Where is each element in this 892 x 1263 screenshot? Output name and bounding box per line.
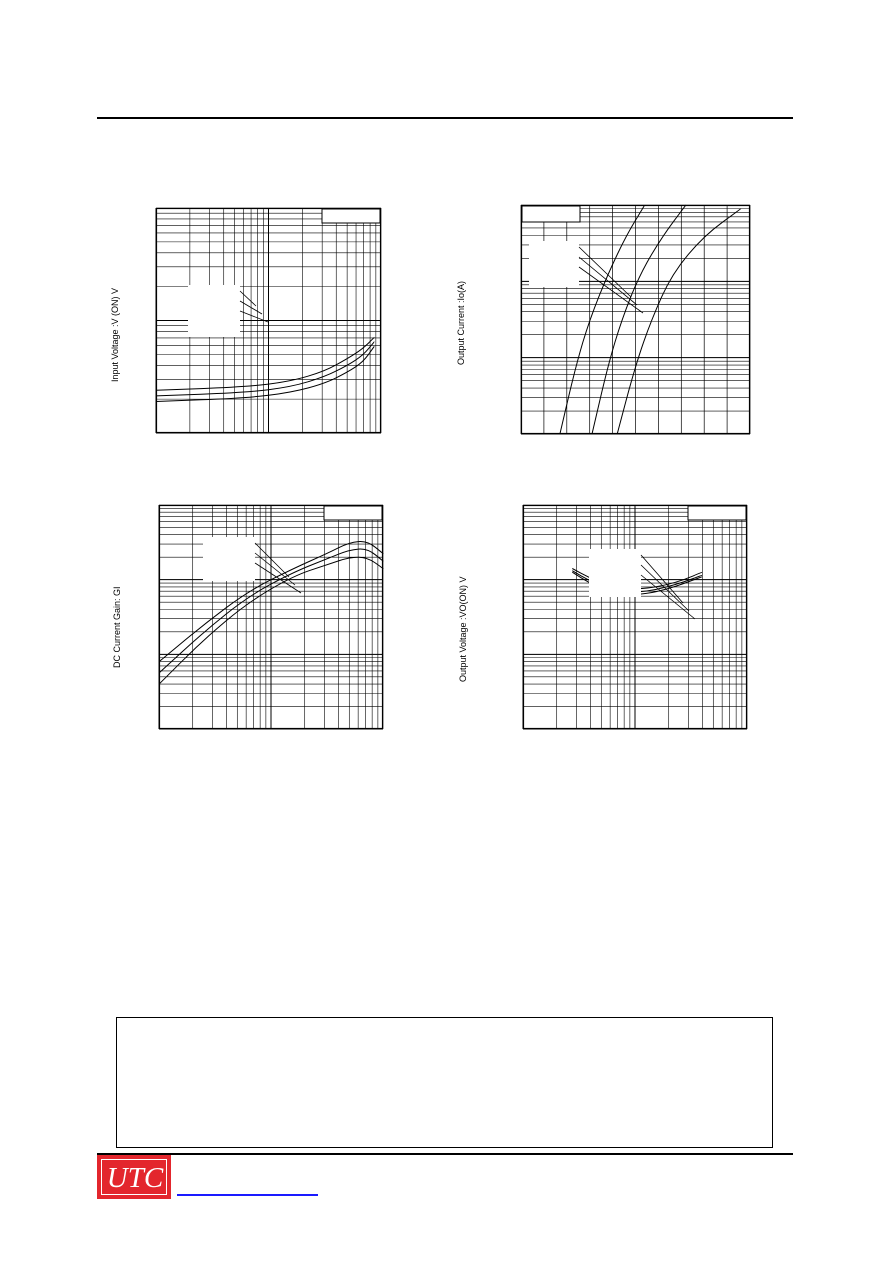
series-line-2 bbox=[592, 205, 686, 434]
utc-logo-text: UTC bbox=[106, 1162, 164, 1194]
chart-svg bbox=[521, 205, 750, 434]
series-line-2 bbox=[156, 342, 374, 396]
callout-leader-line bbox=[641, 575, 695, 619]
callout-label-box bbox=[203, 537, 255, 581]
callout-leader-line bbox=[579, 247, 631, 297]
callout-leader-line bbox=[641, 555, 683, 603]
legend-box bbox=[522, 206, 580, 222]
chart-svg bbox=[159, 505, 383, 729]
header-rule bbox=[97, 117, 793, 119]
grid bbox=[523, 505, 747, 729]
chart-4-ylabel: Output Voltage :VO(ON) V bbox=[458, 576, 468, 682]
website-link-underline[interactable] bbox=[177, 1194, 318, 1196]
legend-box bbox=[688, 506, 746, 520]
callout-label-box bbox=[188, 285, 240, 337]
chart-dc-current-gain bbox=[159, 505, 383, 729]
chart-svg bbox=[156, 208, 381, 433]
chart-1-ylabel: Input Voltage :V (ON) V bbox=[110, 287, 120, 382]
legend-box bbox=[322, 209, 380, 223]
notice-box bbox=[116, 1017, 773, 1148]
footer-rule bbox=[97, 1153, 793, 1155]
utc-logo bbox=[97, 1155, 171, 1199]
chart-svg bbox=[523, 505, 747, 729]
callout-label-box bbox=[589, 549, 641, 597]
chart-2-ylabel: Output Current :Io(A) bbox=[456, 280, 466, 365]
legend-box bbox=[324, 506, 382, 520]
grid bbox=[159, 505, 383, 729]
chart-output-current bbox=[521, 205, 750, 434]
series-line-1 bbox=[560, 205, 645, 434]
chart-input-voltage bbox=[156, 208, 381, 433]
grid bbox=[521, 205, 750, 434]
chart-3-ylabel: DC Current Gain: GI bbox=[112, 586, 122, 668]
utc-logo-lettering bbox=[99, 1157, 173, 1201]
callout-leader-line bbox=[240, 291, 256, 306]
callout-leader-line bbox=[255, 563, 301, 593]
callout-label-box bbox=[529, 241, 579, 287]
chart-output-voltage bbox=[523, 505, 747, 729]
callout-leader-line bbox=[255, 553, 295, 585]
